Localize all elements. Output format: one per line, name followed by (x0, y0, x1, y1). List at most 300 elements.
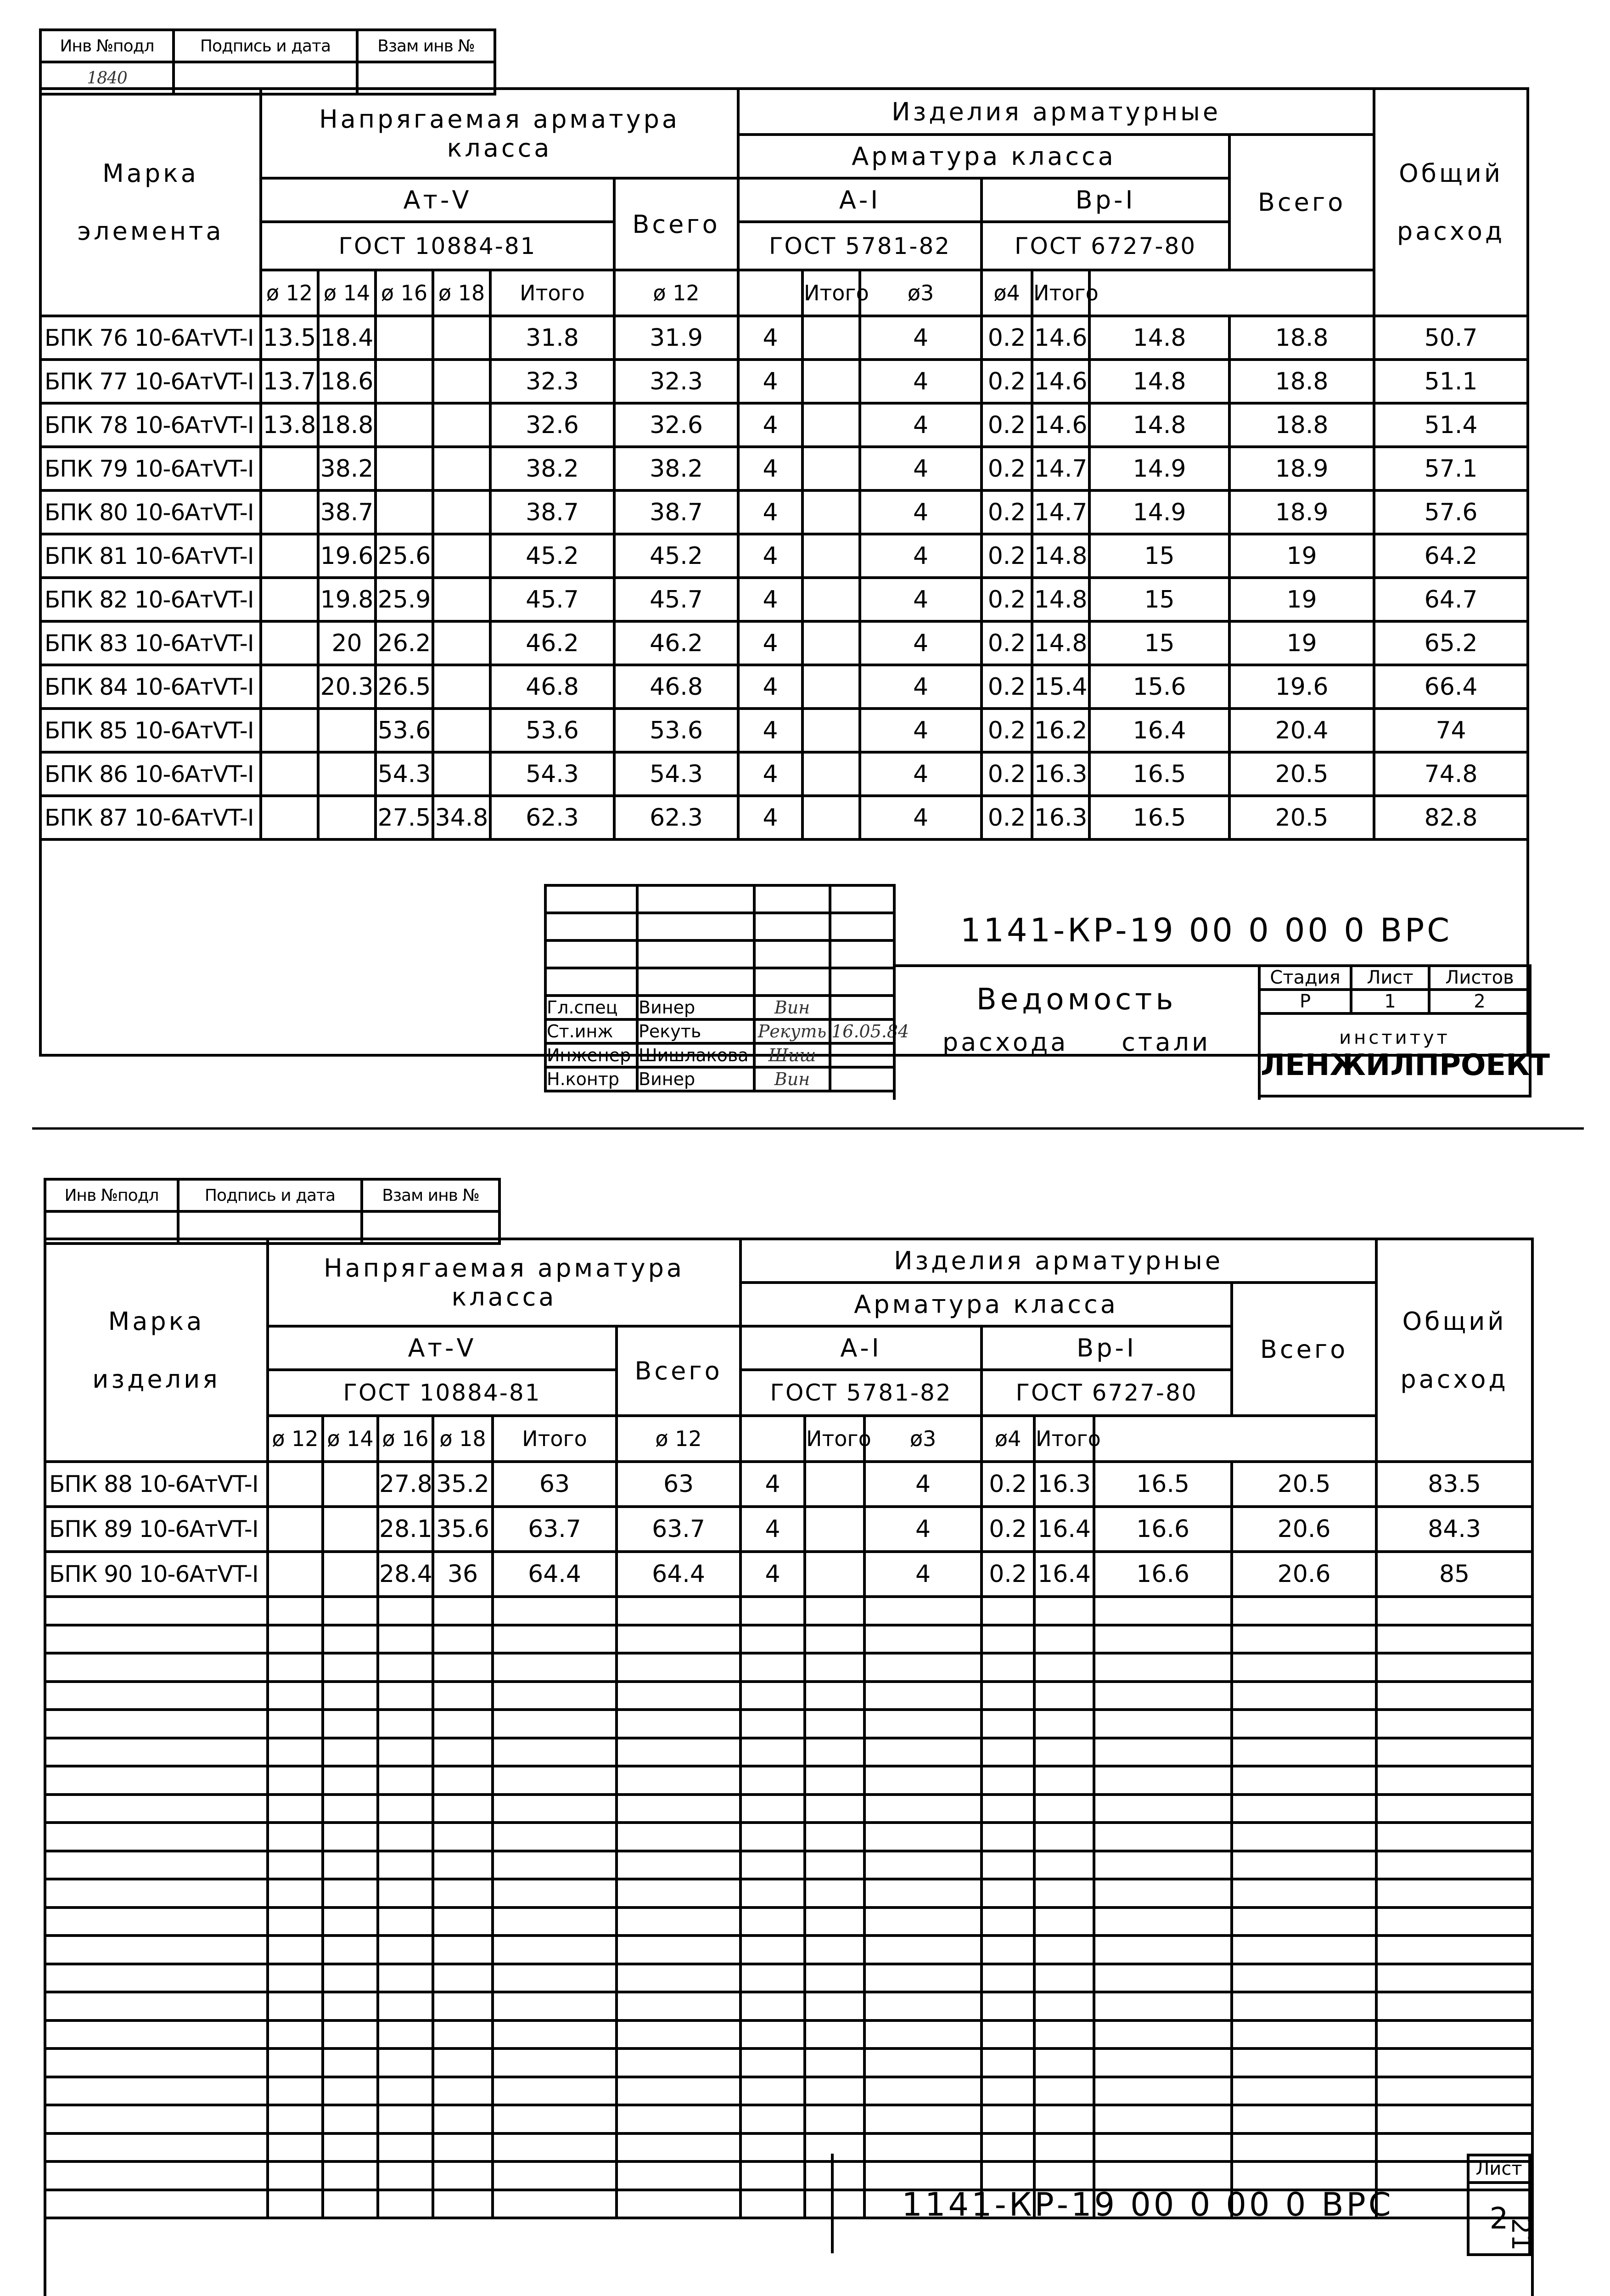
cell-empty (45, 2133, 268, 2162)
cell-vsego: 38.2 (614, 447, 738, 490)
cell-prod-total: 19 (1229, 578, 1374, 621)
cell-empty (433, 1992, 493, 2020)
cell-vsego: 63 (617, 1462, 740, 1507)
cell-empty (805, 1710, 864, 1738)
cell-empty (433, 2161, 493, 2190)
cell-itogo: 63.7 (493, 1507, 617, 1552)
cell-d12 (261, 796, 318, 839)
cell-empty (617, 2020, 740, 2049)
cell-empty (1232, 2077, 1376, 2105)
cell-d18 (433, 578, 490, 621)
cell-empty (1094, 1992, 1232, 2020)
cell-empty (617, 1879, 740, 1908)
cell-d12 (268, 1507, 323, 1552)
cell-overall: 83.5 (1376, 1462, 1532, 1507)
table-row (40, 534, 1528, 578)
stamp-role: Гл.спец (545, 996, 637, 1019)
stamp-date (830, 1043, 894, 1067)
empty-row (45, 1653, 1532, 1682)
cell-empty (378, 1908, 433, 1936)
cell-blank (802, 490, 860, 534)
cell-a-it: 4 (860, 796, 982, 839)
cell-empty (982, 1653, 1034, 1682)
cell-itogo: 62.3 (490, 796, 614, 839)
cell-empty (1034, 1710, 1094, 1738)
cell-empty (493, 2048, 617, 2077)
cell-d3: 0.2 (982, 752, 1032, 796)
stamp-role-row (545, 1019, 894, 1043)
cell-d16 (376, 490, 433, 534)
cell-empty (617, 2105, 740, 2133)
cell-empty (864, 1823, 982, 1851)
cell-empty (1094, 1653, 1232, 1682)
cell-empty (740, 2048, 805, 2077)
cell-empty (378, 1710, 433, 1738)
cell-empty (1232, 1625, 1376, 1654)
cell-d12 (261, 490, 318, 534)
empty-row (45, 1682, 1532, 1710)
cell-mark: БПК 78 10-6АтVT-I (40, 403, 261, 447)
cell-overall: 65.2 (1374, 621, 1528, 665)
col-itogo: Итого (493, 1416, 617, 1462)
table-row (40, 709, 1528, 752)
cell-itogo: 53.6 (490, 709, 614, 752)
cell-vsego: 32.6 (614, 403, 738, 447)
cell-d18 (433, 665, 490, 709)
class-at-header: Ат-V (268, 1326, 617, 1370)
cell-empty (1094, 1597, 1232, 1625)
margin-page-number: 21 (1506, 2218, 1536, 2251)
cell-empty (1034, 1597, 1094, 1625)
cell-empty (740, 1597, 805, 1625)
cell-d3: 0.2 (982, 1507, 1034, 1552)
empty-row (45, 1964, 1532, 1992)
gost-vr: ГОСТ 6727-80 (982, 222, 1229, 270)
cell-empty (378, 1964, 433, 1992)
cell-empty (268, 1823, 323, 1851)
cell-d18 (433, 490, 490, 534)
cell-d3: 0.2 (982, 534, 1032, 578)
cell-d14: 19.8 (318, 578, 376, 621)
cell-empty (1034, 1936, 1094, 1964)
stage-label: Стадия (1259, 966, 1351, 990)
cell-empty (1232, 1964, 1376, 1992)
cell-vr-it: 14.8 (1089, 403, 1229, 447)
cell-blank (805, 1462, 864, 1507)
cell-empty (1376, 1710, 1532, 1738)
cell-d18 (433, 752, 490, 796)
cell-empty (323, 2077, 378, 2105)
stamp-empty-cell (637, 885, 754, 913)
inv-handwritten-number: 1840 (40, 62, 174, 94)
table-row (40, 403, 1528, 447)
cell-d14 (318, 709, 376, 752)
cell-empty (1094, 1936, 1232, 1964)
cell-d4: 14.7 (1032, 447, 1089, 490)
cell-empty (864, 1879, 982, 1908)
col-a1-d12: ø 12 (617, 1416, 740, 1462)
cell-empty (1376, 1851, 1532, 1880)
empty-row (45, 2077, 1532, 2105)
cell-empty (982, 1710, 1034, 1738)
cell-empty (982, 1738, 1034, 1767)
col-itogo: Итого (490, 270, 614, 316)
cell-empty (323, 1908, 378, 1936)
cell-d12 (261, 752, 318, 796)
col-a1-blank (740, 1416, 805, 1462)
products-total-header: Всего (1232, 1283, 1376, 1416)
cell-empty (433, 1597, 493, 1625)
cell-empty (805, 2048, 864, 2077)
table-row (40, 490, 1528, 534)
cell-vr-it: 14.9 (1089, 447, 1229, 490)
cell-empty (433, 1936, 493, 1964)
cell-a12: 4 (738, 796, 802, 839)
cell-empty (323, 1964, 378, 1992)
cell-d14 (323, 1462, 378, 1507)
cell-empty (493, 1766, 617, 1795)
cell-d12: 13.5 (261, 316, 318, 360)
cell-empty (1094, 1682, 1232, 1710)
cell-empty (864, 2105, 982, 2133)
empty-row (45, 1766, 1532, 1795)
title-divider-bottom (831, 2154, 834, 2253)
cell-empty (45, 1964, 268, 1992)
cell-empty (864, 1710, 982, 1738)
cell-empty (1376, 1908, 1532, 1936)
cell-empty (45, 1851, 268, 1880)
cell-a-it: 4 (864, 1552, 982, 1597)
cell-d16 (376, 447, 433, 490)
cell-empty (323, 1879, 378, 1908)
cell-empty (1094, 1795, 1232, 1823)
cell-empty (45, 2190, 268, 2218)
cell-empty (433, 2020, 493, 2049)
cell-empty (740, 2105, 805, 2133)
institute-name: ЛЕНЖИЛПРОЕКТ (1261, 1048, 1550, 1082)
cell-empty (493, 2020, 617, 2049)
cell-d18 (433, 447, 490, 490)
cell-empty (1094, 2048, 1232, 2077)
cell-empty (1094, 2020, 1232, 2049)
cell-empty (740, 2133, 805, 2162)
cell-empty (982, 1936, 1034, 1964)
cell-d14: 38.7 (318, 490, 376, 534)
cell-d4: 16.4 (1034, 1552, 1094, 1597)
cell-mark: БПК 81 10-6АтVT-I (40, 534, 261, 578)
cell-empty (740, 1625, 805, 1654)
cell-empty (1232, 1908, 1376, 1936)
cell-empty (493, 1879, 617, 1908)
cell-empty (805, 2105, 864, 2133)
cell-itogo: 32.6 (490, 403, 614, 447)
cell-d16: 28.4 (378, 1552, 433, 1597)
cell-d16: 27.5 (376, 796, 433, 839)
stamp-empty-cell (545, 885, 637, 913)
cell-empty (740, 1710, 805, 1738)
cell-empty (268, 1964, 323, 1992)
cell-d4: 14.6 (1032, 360, 1089, 403)
cell-vr-it: 16.5 (1089, 752, 1229, 796)
cell-empty (493, 1795, 617, 1823)
cell-empty (864, 1992, 982, 2020)
cell-a12: 4 (738, 752, 802, 796)
cell-d12 (261, 665, 318, 709)
cell-d4: 14.8 (1032, 578, 1089, 621)
cell-blank (802, 709, 860, 752)
cell-empty (1376, 1597, 1532, 1625)
cell-empty (493, 1597, 617, 1625)
cell-empty (617, 1964, 740, 1992)
cell-empty (45, 1823, 268, 1851)
cell-itogo: 38.2 (490, 447, 614, 490)
cell-empty (1094, 1738, 1232, 1767)
cell-blank (802, 534, 860, 578)
cell-empty (323, 2133, 378, 2162)
cell-empty (1376, 1879, 1532, 1908)
table-row (40, 316, 1528, 360)
cell-a12: 4 (740, 1507, 805, 1552)
doc-title-word1: расхода (942, 1028, 1069, 1057)
cell-empty (1376, 1964, 1532, 1992)
cell-empty (740, 2190, 805, 2218)
cell-a-it: 4 (860, 752, 982, 796)
cell-empty (805, 1992, 864, 2020)
cell-d18 (433, 534, 490, 578)
cell-empty (433, 2190, 493, 2218)
cell-empty (323, 1851, 378, 1880)
cell-empty (378, 2105, 433, 2133)
rebar-class-header: Арматура класса (740, 1283, 1232, 1326)
cell-empty (323, 2161, 378, 2190)
cell-vr-it: 14.9 (1089, 490, 1229, 534)
sheet-number-bottom: 2 (1468, 2183, 1530, 2255)
cell-vsego: 63.7 (617, 1507, 740, 1552)
cell-a12: 4 (738, 534, 802, 578)
cell-empty (378, 2020, 433, 2049)
cell-empty (617, 1936, 740, 1964)
stamp-name: Винер (637, 1067, 754, 1091)
col-a1-itogo: Итого (802, 270, 860, 316)
cell-overall: 66.4 (1374, 665, 1528, 709)
cell-empty (617, 1710, 740, 1738)
cell-mark: БПК 88 10-6АтVT-I (45, 1462, 268, 1507)
institute-cell (1259, 1013, 1550, 1096)
cell-empty (617, 2161, 740, 2190)
prestressed-header: Напрягаемая арматура класса (268, 1239, 740, 1326)
cell-empty (1232, 1823, 1376, 1851)
cell-empty (268, 1682, 323, 1710)
cell-empty (378, 2133, 433, 2162)
cell-empty (323, 1597, 378, 1625)
cell-vsego: 32.3 (614, 360, 738, 403)
cell-d3: 0.2 (982, 447, 1032, 490)
cell-empty (982, 2105, 1034, 2133)
cell-d16: 25.6 (376, 534, 433, 578)
cell-empty (1094, 1851, 1232, 1880)
cell-empty (1034, 1738, 1094, 1767)
cell-d3: 0.2 (982, 796, 1032, 839)
cell-empty (323, 1625, 378, 1654)
cell-empty (617, 1908, 740, 1936)
cell-blank (802, 796, 860, 839)
cell-vr-it: 15.6 (1089, 665, 1229, 709)
cell-prod-total: 20.6 (1232, 1552, 1376, 1597)
cell-empty (617, 2133, 740, 2162)
inv-header-podl: Инв №подл (40, 30, 174, 62)
col-d12: ø 12 (268, 1416, 323, 1462)
stamp-name: Шишлакова (637, 1043, 754, 1067)
cell-blank (802, 316, 860, 360)
cell-empty (493, 1823, 617, 1851)
cell-mark: БПК 82 10-6АтVT-I (40, 578, 261, 621)
cell-empty (323, 1738, 378, 1767)
cell-prod-total: 18.8 (1229, 316, 1374, 360)
table-row (40, 665, 1528, 709)
empty-row (45, 2105, 1532, 2133)
prestressed-header: Напрягаемая арматура класса (261, 89, 738, 178)
cell-empty (378, 1597, 433, 1625)
cell-empty (433, 1823, 493, 1851)
cell-a-it: 4 (860, 447, 982, 490)
cell-a-it: 4 (860, 316, 982, 360)
cell-empty (1376, 1936, 1532, 1964)
stamp-date (830, 1067, 894, 1091)
inventory-stamp-top (39, 28, 496, 96)
cell-empty (1094, 1823, 1232, 1851)
cell-empty (433, 2133, 493, 2162)
cell-empty (268, 1936, 323, 1964)
cell-empty (268, 1908, 323, 1936)
cell-empty (805, 1851, 864, 1880)
cell-empty (617, 2048, 740, 2077)
cell-empty (1034, 1625, 1094, 1654)
cell-empty (864, 2048, 982, 2077)
col-vr-itogo: Итого (1034, 1416, 1094, 1462)
cell-empty (864, 2020, 982, 2049)
cell-empty (805, 1682, 864, 1710)
cell-empty (45, 1597, 268, 1625)
col-d4: ø4 (982, 1416, 1034, 1462)
cell-empty (378, 1823, 433, 1851)
col-d3: ø3 (864, 1416, 982, 1462)
cell-empty (493, 2105, 617, 2133)
cell-empty (805, 1936, 864, 1964)
cell-empty (45, 2105, 268, 2133)
cell-vr-it: 15 (1089, 534, 1229, 578)
cell-a-it: 4 (860, 709, 982, 752)
cell-blank (805, 1507, 864, 1552)
cell-d16 (376, 316, 433, 360)
col-d16: ø 16 (378, 1416, 433, 1462)
cell-empty (1094, 2105, 1232, 2133)
empty-row (45, 1738, 1532, 1767)
inv-header-replace: Взам инв № (362, 1179, 499, 1211)
cell-empty (493, 2077, 617, 2105)
mark-header: Марка изделия (45, 1239, 268, 1462)
stamp-empty-row (545, 885, 894, 913)
cell-empty (378, 1625, 433, 1654)
class-a1-header: А-I (740, 1326, 982, 1370)
stamp-signature: Вин (754, 996, 830, 1019)
cell-d12 (261, 578, 318, 621)
cell-itogo: 54.3 (490, 752, 614, 796)
products-header: Изделия арматурные (740, 1239, 1376, 1283)
cell-a-it: 4 (860, 665, 982, 709)
cell-d12 (261, 447, 318, 490)
cell-empty (378, 1936, 433, 1964)
col-a1-itogo: Итого (805, 1416, 864, 1462)
class-a1-header: А-I (738, 178, 982, 222)
stamp-empty-cell (545, 940, 637, 968)
cell-empty (323, 1682, 378, 1710)
cell-empty (433, 2077, 493, 2105)
title-area-bottom (45, 2218, 1532, 2296)
cell-empty (805, 1964, 864, 1992)
cell-d14 (323, 1507, 378, 1552)
steel-table-bottom (44, 1238, 1534, 2296)
cell-empty (433, 1682, 493, 1710)
cell-empty (433, 2048, 493, 2077)
overall-header: Общий расход (1374, 89, 1528, 316)
cell-empty (323, 1653, 378, 1682)
stamp-signature: Вин (754, 1067, 830, 1091)
cell-empty (45, 2077, 268, 2105)
cell-d18 (433, 316, 490, 360)
col-d16: ø 16 (376, 270, 433, 316)
cell-empty (1094, 2133, 1232, 2162)
cell-a12: 4 (738, 316, 802, 360)
cell-d18: 36 (433, 1552, 493, 1597)
cell-empty (982, 1682, 1034, 1710)
cell-empty (1232, 1710, 1376, 1738)
cell-d18 (433, 403, 490, 447)
cell-blank (802, 621, 860, 665)
empty-row (45, 1597, 1532, 1625)
cell-d4: 14.8 (1032, 534, 1089, 578)
cell-prod-total: 20.5 (1229, 752, 1374, 796)
cell-empty (1376, 2020, 1532, 2049)
cell-empty (493, 1851, 617, 1880)
cell-d14: 19.6 (318, 534, 376, 578)
cell-empty (268, 2077, 323, 2105)
cell-empty (1376, 1682, 1532, 1710)
col-d12: ø 12 (261, 270, 318, 316)
cell-a12: 4 (738, 447, 802, 490)
cell-empty (617, 1597, 740, 1625)
stage-value: Р (1259, 990, 1351, 1013)
cell-d4: 14.7 (1032, 490, 1089, 534)
cell-empty (982, 1964, 1034, 1992)
cell-d12 (268, 1462, 323, 1507)
cell-empty (378, 2161, 433, 2190)
cell-empty (433, 1710, 493, 1738)
cell-vr-it: 16.5 (1094, 1462, 1232, 1507)
cell-overall: 74 (1374, 709, 1528, 752)
col-d4: ø4 (982, 270, 1032, 316)
cell-empty (45, 1625, 268, 1654)
cell-empty (493, 1908, 617, 1936)
cell-d3: 0.2 (982, 709, 1032, 752)
cell-a12: 4 (738, 709, 802, 752)
cell-d18: 35.6 (433, 1507, 493, 1552)
cell-empty (45, 1908, 268, 1936)
stamp-empty-cell (545, 913, 637, 940)
cell-empty (268, 1710, 323, 1738)
cell-prod-total: 20.5 (1232, 1462, 1376, 1507)
cell-prod-total: 18.8 (1229, 403, 1374, 447)
cell-empty (45, 1766, 268, 1795)
